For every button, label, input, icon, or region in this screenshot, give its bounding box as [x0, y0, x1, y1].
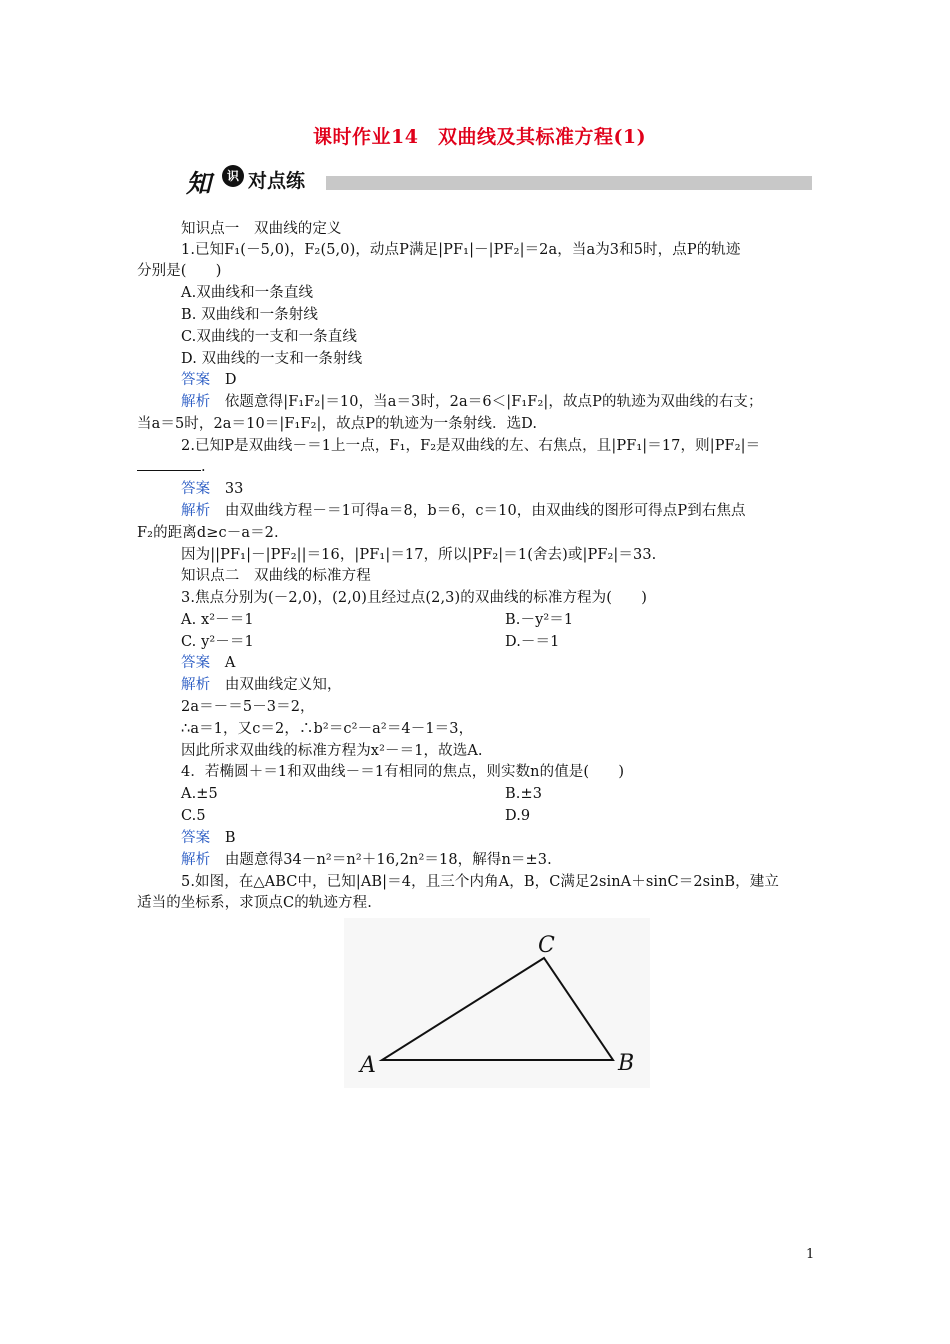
- question-2-line-1: 2.已知P是双曲线－＝1上一点，F₁，F₂是双曲线的左、右焦点，且|PF₁|＝17，则|PF₂|＝: [181, 438, 761, 454]
- analysis-label: 解析: [181, 852, 211, 868]
- figure-background: [344, 918, 650, 1088]
- option-1c: C.双曲线的一支和一条直线: [181, 329, 357, 345]
- analysis-4: [181, 850, 552, 870]
- question-4: 4．若椭圆＋＝1和双曲线－＝1有相同的焦点，则实数n的值是( ): [181, 764, 625, 780]
- vertex-label-b: B: [618, 1051, 635, 1076]
- answer-label: 答案: [181, 655, 211, 671]
- option-3c: C. y²－＝1: [181, 634, 254, 650]
- section-banner: [176, 156, 812, 206]
- analysis-2-line-3: 因为||PF₁|－|PF₂||＝16，|PF₁|＝17，所以|PF₂|＝1(舍去)或|PF₂|＝33.: [181, 547, 657, 563]
- question-2-line-2: [137, 457, 206, 477]
- question-1-line-2: 分别是( ): [137, 263, 222, 279]
- analysis-3-line-4: 因此所求双曲线的标准方程为x²－＝1，故选A.: [181, 743, 483, 759]
- answer-2: [181, 479, 243, 499]
- triangle-svg: [344, 918, 650, 1088]
- section-heading-1: 知识点一 双曲线的定义: [181, 221, 342, 237]
- analysis-1-line-2: 当a＝5时，2a＝10＝|F₁F₂|，故点P的轨迹为一条射线．选D.: [137, 416, 538, 432]
- analysis-2-line-1: [181, 501, 746, 521]
- option-3d: D.－＝1: [505, 634, 560, 650]
- answer-1: [181, 370, 237, 390]
- answer-label: 答案: [181, 830, 211, 846]
- analysis-label: 解析: [181, 677, 211, 693]
- analysis-label: 解析: [181, 394, 211, 410]
- page-title: 课时作业14 双曲线及其标准方程(1): [313, 126, 647, 148]
- option-1b: B. 双曲线和一条射线: [181, 307, 318, 323]
- answer-value: D: [224, 372, 237, 388]
- analysis-text: 由题意得34－n²＝n²＋16,2n²＝18，解得n＝±3.: [224, 852, 552, 868]
- banner-shi-badge: 识: [222, 165, 244, 187]
- fill-blank: [137, 457, 201, 471]
- question-3: 3.焦点分别为(－2,0)，(2,0)且经过点(2,3)的双曲线的标准方程为( ): [181, 590, 647, 606]
- blank-period: .: [201, 459, 206, 475]
- answer-value: B: [224, 830, 236, 846]
- answer-value: A: [224, 655, 236, 671]
- option-1d: D. 双曲线的一支和一条射线: [181, 351, 363, 367]
- banner-label: 对点练: [248, 170, 306, 192]
- option-4a: A.±5: [181, 786, 218, 802]
- analysis-3-line-3: ∴a＝1，又c＝2，∴b²＝c²－a²＝4－1＝3，: [181, 721, 474, 737]
- analysis-1-line-1: [181, 392, 763, 412]
- analysis-text: 由双曲线定义知，: [224, 677, 342, 693]
- option-3a: A. x²－＝1: [181, 612, 254, 628]
- answer-label: 答案: [181, 481, 211, 497]
- vertex-label-a: A: [360, 1053, 376, 1078]
- answer-value: 33: [224, 481, 244, 497]
- option-3b: B.－y²＝1: [505, 612, 574, 628]
- analysis-label: 解析: [181, 503, 211, 519]
- option-1a: A.双曲线和一条直线: [181, 285, 314, 301]
- answer-3: [181, 653, 235, 673]
- analysis-text: 由双曲线方程－＝1可得a＝8，b＝6，c＝10，由双曲线的图形可得点P到右焦点: [224, 503, 746, 519]
- question-5-line-1: 5.如图，在△ABC中，已知|AB|＝4，且三个内角A，B，C满足2sinA＋sinC＝2sinB，建立: [181, 874, 779, 890]
- analysis-3-line-2: 2a＝－＝5－3＝2，: [181, 699, 315, 715]
- analysis-text: 依题意得|F₁F₂|＝10，当a＝3时，2a＝6＜|F₁F₂|，故点P的轨迹为双曲线的右支；: [224, 394, 763, 410]
- section-heading-2: 知识点二 双曲线的标准方程: [181, 568, 371, 584]
- answer-label: 答案: [181, 372, 211, 388]
- option-4b: B.±3: [505, 786, 543, 802]
- page-number: 1: [806, 1247, 815, 1262]
- triangle-figure: [344, 918, 650, 1088]
- option-4c: C.5: [181, 808, 206, 824]
- question-5-line-2: 适当的坐标系，求顶点C的轨迹方程.: [137, 895, 372, 911]
- option-4d: D.9: [505, 808, 531, 824]
- analysis-2-line-2: F₂的距离d≥c－a＝2.: [137, 525, 279, 541]
- analysis-3-line-1: [181, 675, 342, 695]
- question-1-line-1: 1.已知F₁(－5,0)，F₂(5,0)，动点P满足|PF₁|－|PF₂|＝2a，当a为3和5时，点P的轨迹: [181, 242, 741, 258]
- banner-bar: [326, 176, 812, 190]
- vertex-label-c: C: [538, 933, 555, 958]
- answer-4: [181, 828, 236, 848]
- banner-zhi: 知: [186, 169, 212, 198]
